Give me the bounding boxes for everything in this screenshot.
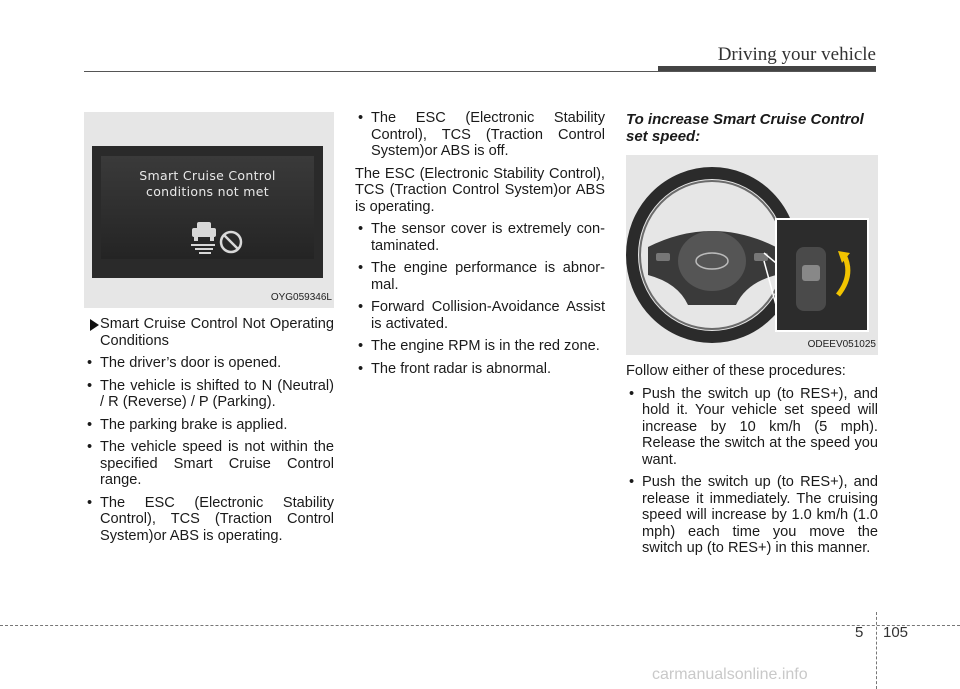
- section-heading: To increase Smart Cruise Control set speed:: [626, 111, 864, 145]
- running-header: Driving your vehicle: [717, 44, 876, 65]
- watermark: carmanualsonline.info: [652, 666, 808, 683]
- page-number: 105: [883, 624, 909, 641]
- chapter-number: 5: [855, 624, 864, 641]
- screen-message-line1: Smart Cruise Control: [139, 168, 276, 183]
- header-rule: [84, 71, 876, 72]
- list-item: • Push the switch up (to RES+), and hold it. Your vehicle set speed will increase by 10 km/h (5 mph). Release the switch at the speed you want.: [626, 386, 878, 469]
- figure-code: ODEEV051025: [807, 338, 876, 350]
- cluster-display-figure: [84, 112, 334, 308]
- steering-wheel-switch-icon: [626, 155, 878, 355]
- section-title-text: Smart Cruise Control Not Operating Conditions: [100, 316, 334, 349]
- list-item: • The engine performance is abnormal.: [355, 260, 605, 293]
- steering-wheel-figure: [626, 155, 878, 355]
- list-item: • The front radar is abnormal.: [355, 361, 605, 378]
- header-rule-accent: [658, 66, 876, 71]
- arrow-icon: [90, 319, 99, 331]
- list-item: • The sensor cover is extremely contaminated.: [355, 221, 605, 254]
- list-item: • The engine RPM is in the red zone.: [355, 338, 605, 355]
- cluster-screen: [101, 156, 314, 259]
- section-title: [84, 316, 334, 349]
- footer-separator: [876, 612, 878, 689]
- list-item: • The ESC (Electronic Stability Control), TCS (Traction Control System)or ABS is operating.: [84, 495, 334, 545]
- left-column: [84, 110, 334, 544]
- screen-message: [101, 168, 314, 200]
- list-item: • The ESC (Electronic Stability Control), TCS (Traction Control System)or ABS is off.: [355, 110, 605, 160]
- list-item: • The parking brake is applied.: [84, 417, 334, 434]
- list-item: • The vehicle is shifted to N (Neutral) / R (Reverse) / P (Parking).: [84, 378, 334, 411]
- middle-column: [355, 110, 605, 377]
- car-radar-prohibited-icon: [189, 212, 245, 261]
- list-item: • The vehicle speed is not within the specified Smart Cruise Control range.: [84, 439, 334, 489]
- list-item: • The driver’s door is opened.: [84, 355, 334, 372]
- right-column: [626, 110, 878, 557]
- list-item: • Forward Collision-Avoidance Assist is activated.: [355, 299, 605, 332]
- figure-code: OYG059346L: [270, 291, 332, 303]
- list-item: • Push the switch up (to RES+), and release it immediately. The cruising speed will increase by 1.0 km/h (1.0 mph) each time you move the switch up (to RES+) in this manner.: [626, 474, 878, 557]
- paragraph: Follow either of these procedures:: [626, 363, 846, 379]
- screen-message-line2: conditions not met: [146, 184, 269, 199]
- cluster-screen-frame: [92, 146, 323, 278]
- footer-rule: [0, 625, 960, 626]
- paragraph: The ESC (Electronic Stability Control), TCS (Traction Control System)or ABS is operating.: [355, 165, 605, 215]
